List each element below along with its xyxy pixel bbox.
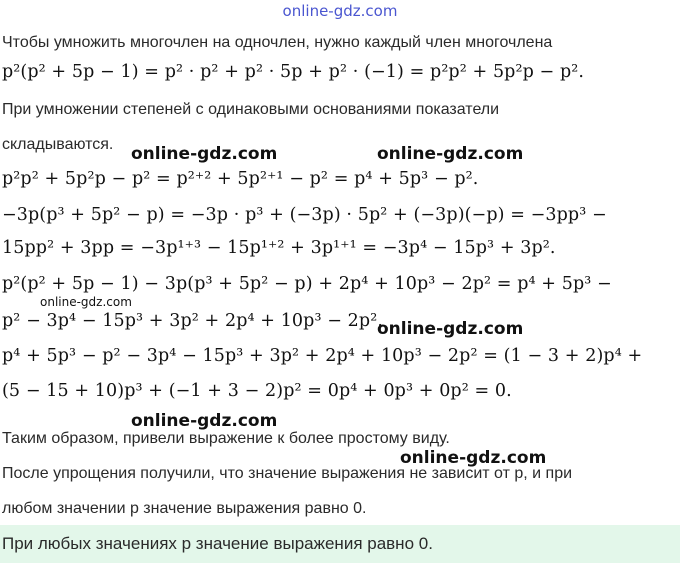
watermark: online-gdz.com — [377, 144, 524, 164]
watermark: online-gdz.com — [400, 448, 547, 468]
text-line-13: После упрощения получили, что значение выражения не зависит от p, и при — [2, 465, 573, 482]
watermark: online-gdz.com — [377, 319, 524, 339]
text-line-3: При умножении степеней с одинаковыми основаниями показатели — [2, 101, 500, 118]
text-line-12: Таким образом, привели выражение к более простому виду. — [2, 430, 450, 447]
text-line-14: любом значении p значение выражения равно 0. — [2, 500, 367, 517]
watermark: online-gdz.com — [131, 144, 278, 164]
math-line-10: p⁴ + 5p³ − p² − 3p⁴ − 15p³ + 3p² + 2p⁴ + 10p³ − 2p² = (1 − 3 + 2)p⁴ + — [2, 346, 643, 366]
text-line-1: Чтобы умножить многочлен на одночлен, нужно каждый член многочлена — [2, 34, 553, 51]
text-line-4: складываются. — [2, 136, 114, 153]
math-line-2: p²(p² + 5p − 1) = p² · p² + p² · 5p + p² · (−1) = p²p² + 5p²p − p². — [2, 62, 585, 82]
math-line-7: 15pp² + 3pp = −3p¹⁺³ − 15p¹⁺² + 3p¹⁺¹ = −3p⁴ − 15p³ + 3p². — [2, 238, 556, 258]
math-line-9: p² − 3p⁴ − 15p³ + 3p² + 2p⁴ + 10p³ − 2p². — [2, 311, 383, 331]
answer-text: При любых значениях p значение выражения равно 0. — [2, 534, 433, 553]
site-header-watermark: online-gdz.com — [282, 2, 398, 20]
math-line-8: p²(p² + 5p − 1) − 3p(p³ + 5p² − p) + 2p⁴ + 10p³ − 2p² = p⁴ + 5p³ − — [2, 274, 612, 294]
answer-box — [0, 525, 680, 563]
math-line-6: −3p(p³ + 5p² − p) = −3p · p³ + (−3p) · 5p² + (−3p)(−p) = −3pp³ − — [2, 205, 607, 225]
math-line-11: (5 − 15 + 10)p³ + (−1 + 3 − 2)p² = 0p⁴ + 0p³ + 0p² = 0. — [2, 381, 512, 401]
math-line-5: p²p² + 5p²p − p² = p²⁺² + 5p²⁺¹ − p² = p⁴ + 5p³ − p². — [2, 169, 479, 189]
watermark: online-gdz.com — [131, 411, 278, 431]
watermark-small: online-gdz.com — [40, 295, 132, 309]
